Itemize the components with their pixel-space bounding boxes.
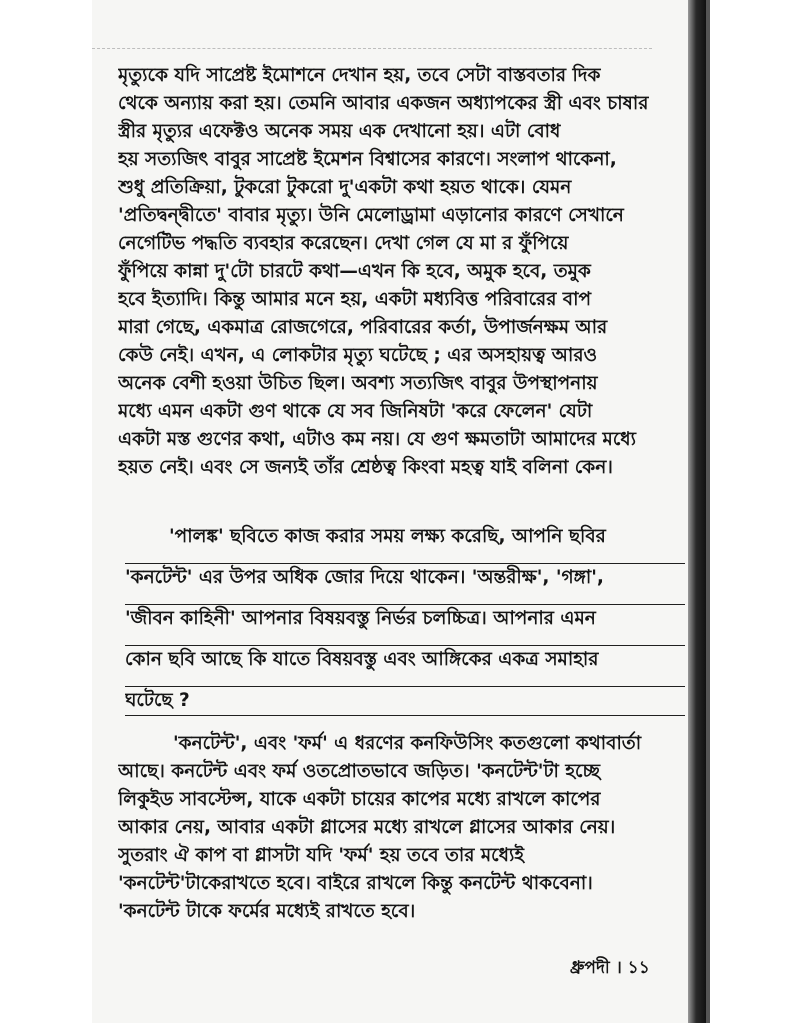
- top-dashed-rule: [92, 48, 652, 49]
- text-line: একটা মস্ত গুণের কথা, এটাও কম নয়। যে গুণ ক্ষমতাটা আমাদের মধ্যে: [118, 429, 637, 450]
- answer-line: 'কনটেন্ট', এবং 'ফর্ম' এ ধরণের কনফিউসিং কতগুলো কথাবার্তা: [173, 733, 642, 754]
- text-line: স্ত্রীর মৃত্যুর এফেক্টও অনেক সময় এক দেখানো হয়। এটা বোধ: [118, 121, 561, 142]
- answer-line: সুতরাং ঐ কাপ বা গ্লাসটা যদি 'ফর্ম' হয় তবে তার মধ্যেই: [118, 845, 524, 866]
- question-line: 'কনটেন্ট' এর উপর অধিক জোর দিয়ে থাকেন। 'অন্তরীক্ষ', 'গঙ্গা',: [125, 564, 685, 605]
- text-line: 'প্রতিদ্বন্দ্বীতে' বাবার মৃত্যু। উনি মেলোড্রামা এড়ানোর কারণে সেখানে: [118, 205, 624, 226]
- answer-line: 'কনটেন্ট টাকে ফর্মের মধ্যেই রাখতে হবে।: [118, 901, 416, 922]
- question-line: কোন ছবি আছে কি যাতে বিষয়বস্তু এবং আঙ্গিকের একত্র সমাহার: [125, 646, 685, 687]
- paragraph-1: [118, 62, 684, 482]
- text-line: থেকে অন্যায় করা হয়। তেমনি আবার একজন অধ্যাপকের স্ত্রী এবং চাষার: [118, 93, 649, 114]
- page-footer: ধ্রুপদী । ১১: [570, 958, 650, 978]
- text-line: হবে ইত্যাদি। কিন্তু আমার মনে হয়, একটা মধ্যবিত্ত পরিবারের বাপ: [118, 289, 592, 310]
- text-line: নেগেটিভ পদ্ধতি ব্যবহার করেছেন। দেখা গেল যে মা র ফুঁপিয়ে: [118, 233, 569, 254]
- text-line: মারা গেছে, একমাত্র রোজগেরে, পরিবারের কর্তা, উপার্জনক্ষম আর: [118, 317, 608, 338]
- interview-answer: [118, 730, 684, 926]
- text-line: হয় সত্যজিৎ বাবুর সাপ্রেষ্ট ইমেশন বিশ্বাসের কারণে। সংলাপ থাকেনা,: [118, 149, 617, 170]
- text-line: অনেক বেশী হওয়া উচিত ছিল। অবশ্য সত্যজিৎ বাবুর উপস্থাপনায়: [118, 373, 598, 394]
- text-line: কেউ নেই। এখন, এ লোকটার মৃত্যু ঘটেছে ; এর অসহায়ত্ব আরও: [118, 345, 598, 366]
- text-line: হয়ত নেই। এবং সে জন্যই তাঁর শ্রেষ্ঠত্ব কিংবা মহত্ব যাই বলিনা কেন।: [118, 457, 613, 478]
- question-line: ঘটেছে ?: [125, 690, 190, 711]
- question-line: 'জীবন কাহিনী' আপনার বিষয়বস্তু নির্ভর চলচ্চিত্র। আপনার এমন: [125, 605, 685, 646]
- interview-question: [125, 523, 685, 717]
- answer-line: আছে। কনটেন্ট এবং ফর্ম ওতপ্রোতভাবে জড়িত। 'কনটেন্ট'টা হচ্ছে: [118, 761, 601, 782]
- text-line: মধ্যে এমন একটা গুণ থাকে যে সব জিনিষটা 'করে ফেলেন' যেটা: [118, 401, 593, 422]
- question-line: 'পালঙ্ক' ছবিতে কাজ করার সময় লক্ষ্য করেছি, আপনি ছবির: [125, 523, 685, 564]
- text-line: মৃত্যুকে যদি সাপ্রেষ্ট ইমোশনে দেখান হয়, তবে সেটা বাস্তবতার দিক: [118, 65, 601, 86]
- text-line: শুধু প্রতিক্রিয়া, টুকরো টুকরো দু'একটা কথা হয়ত থাকে। যেমন: [118, 177, 572, 198]
- answer-line: আকার নেয়, আবার একটা গ্লাসের মধ্যে রাখলে গ্লাসের আকার নেয়।: [118, 817, 616, 838]
- book-spine-edge: [706, 0, 710, 1023]
- book-spine-shadow: [688, 0, 706, 1023]
- text-line: ফুঁপিয়ে কান্না দু'টো চারটে কথা—এখন কি হবে, অমুক হবে, তমুক: [118, 261, 591, 282]
- question-bottom-rule: [125, 715, 685, 716]
- answer-line: লিকুইড সাবস্টেন্স, যাকে একটা চায়ের কাপের মধ্যে রাখলে কাপের: [118, 789, 601, 810]
- answer-line: 'কনটেন্ট'টাকেরাখতে হবে। বাইরে রাখলে কিন্তু কনটেন্ট থাকবেনা।: [118, 873, 593, 894]
